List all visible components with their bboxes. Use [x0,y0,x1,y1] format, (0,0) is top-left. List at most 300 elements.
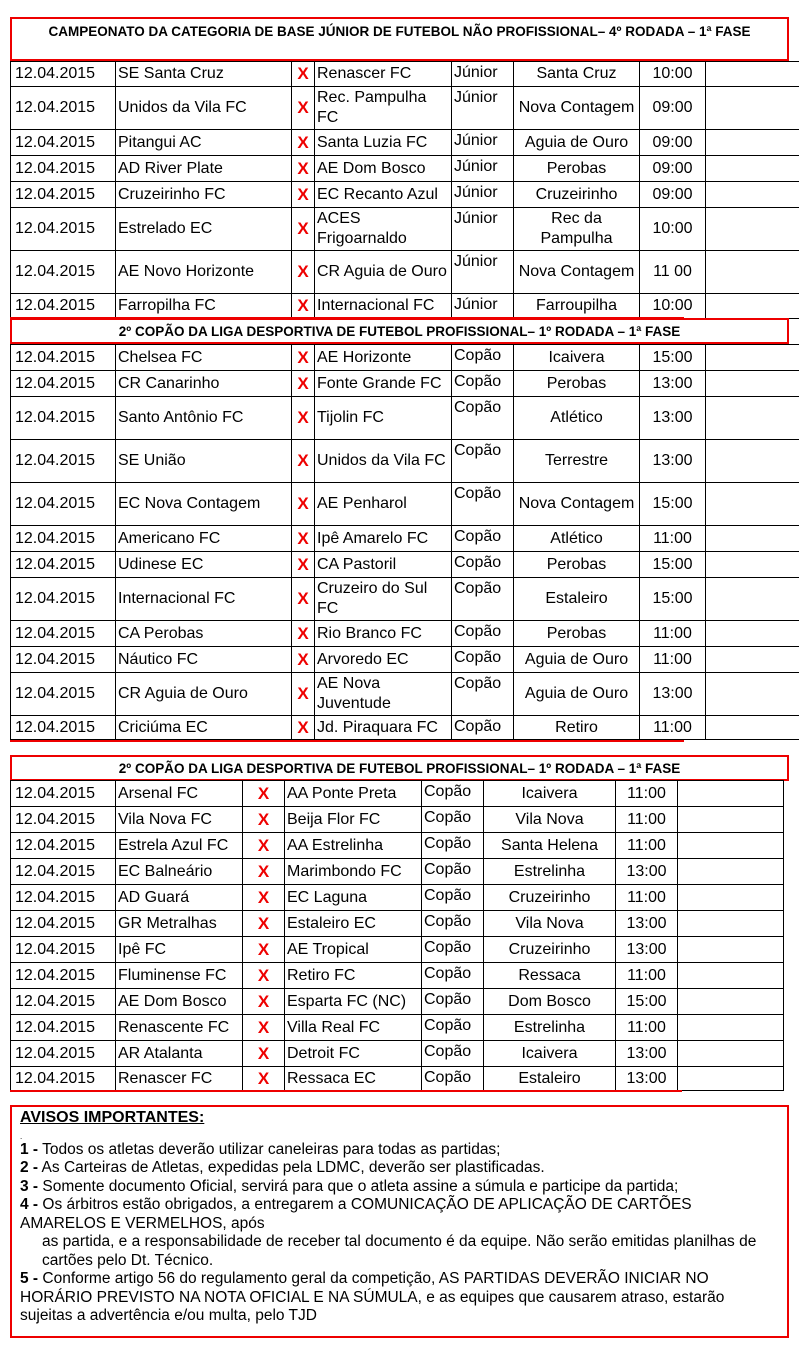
cell-time: 09:00 [640,130,706,156]
notice-item [20,1270,779,1326]
cell-away: Santa Luzia FC [315,130,452,156]
cell-cat: Copão [452,578,514,621]
cell-time: 10:00 [640,62,706,87]
cell-x: X [292,87,315,130]
cell-time: 15:00 [640,578,706,621]
cell-x: X [243,807,285,833]
cell-date: 12.04.2015 [11,345,116,371]
cell-empty [706,345,799,371]
cell-empty [706,87,799,130]
table-row [11,483,799,526]
cell-x: X [292,440,315,483]
cell-empty [706,647,799,673]
cell-loc: Vila Nova [484,807,616,833]
cell-empty [706,621,799,647]
cell-cat: Copão [452,716,514,740]
cell-x: X [243,859,285,885]
section3-title: 2º COPÃO DA LIGA DESPORTIVA DE FUTEBOL PROFISSIONAL– 1º RODADA – 1ª FASE [10,755,789,781]
cell-date: 12.04.2015 [11,647,116,673]
cell-away: Unidos da Vila FC [315,440,452,483]
cell-empty [706,62,799,87]
cell-away: Beija Flor FC [285,807,422,833]
cell-time: 11:00 [616,885,678,911]
notice-item [20,1178,779,1197]
table-row [11,62,799,87]
cell-home: Estrela Azul FC [116,833,243,859]
cell-home: Renascer FC [116,1067,243,1091]
table-row [11,552,799,578]
cell-date: 12.04.2015 [11,552,116,578]
cell-loc: Cruzeirinho [484,937,616,963]
cell-loc: Estaleiro [514,578,640,621]
cell-home: AE Novo Horizonte [116,251,292,294]
cell-x: X [292,130,315,156]
cell-date: 12.04.2015 [11,397,116,440]
cell-away: Ipê Amarelo FC [315,526,452,552]
table-row [11,397,799,440]
cell-cat: Copão [452,673,514,716]
cell-cat: Copão [422,1067,484,1091]
notice-item-number: 1 - [20,1140,39,1158]
section1-title: CAMPEONATO DA CATEGORIA DE BASE JÚNIOR DE FUTEBOL NÃO PROFISSIONAL– 4º RODADA – 1ª FASE [10,17,789,61]
cell-date: 12.04.2015 [11,885,116,911]
table-row [11,1041,784,1067]
cell-x: X [243,1015,285,1041]
cell-x: X [292,62,315,87]
cell-home: Unidos da Vila FC [116,87,292,130]
cell-x: X [292,552,315,578]
cell-cat: Júnior [452,251,514,294]
cell-time: 10:00 [640,208,706,251]
cell-empty [678,937,784,963]
cell-loc: Vila Nova [484,911,616,937]
cell-time: 09:00 [640,156,706,182]
notice-item-number: 5 - [20,1270,39,1287]
notice-item-number: 2 - [20,1159,39,1176]
cell-loc: Perobas [514,621,640,647]
cell-home: AD Guará [116,885,243,911]
table-row [11,156,799,182]
table-row [11,937,784,963]
cell-time: 13:00 [616,937,678,963]
cell-empty [678,989,784,1015]
cell-home: EC Nova Contagem [116,483,292,526]
cell-x: X [243,1041,285,1067]
cell-time: 13:00 [616,859,678,885]
cell-time: 11:00 [640,647,706,673]
cell-empty [706,716,799,740]
table-row [11,911,784,937]
cell-loc: Icaivera [484,781,616,807]
cell-time: 13:00 [640,397,706,440]
cell-date: 12.04.2015 [11,963,116,989]
cell-date: 12.04.2015 [11,673,116,716]
table-row [11,371,799,397]
cell-away: Jd. Piraquara FC [315,716,452,740]
cell-empty [678,963,784,989]
cell-x: X [292,526,315,552]
cell-cat: Copão [452,440,514,483]
cell-cat: Copão [452,526,514,552]
cell-home: Renascente FC [116,1015,243,1041]
cell-date: 12.04.2015 [11,526,116,552]
cell-home: Estrelado EC [116,208,292,251]
cell-empty [706,251,799,294]
cell-cat: Copão [452,552,514,578]
cell-time: 11:00 [616,1015,678,1041]
cell-date: 12.04.2015 [11,911,116,937]
cell-loc: Estrelinha [484,1015,616,1041]
notice-item-number: 4 - [20,1196,39,1213]
cell-time: 11:00 [640,621,706,647]
cell-loc: Rec da Pampulha [514,208,640,251]
notice-dot: . [20,1131,23,1141]
table-row [11,647,799,673]
cell-time: 15:00 [640,483,706,526]
cell-x: X [243,911,285,937]
cell-cat: Copão [422,1015,484,1041]
cell-time: 11:00 [616,833,678,859]
cell-x: X [243,781,285,807]
table-row [11,673,799,716]
cell-date: 12.04.2015 [11,1041,116,1067]
cell-loc: Estrelinha [484,859,616,885]
cell-time: 13:00 [616,1067,678,1091]
cell-away: Estaleiro EC [285,911,422,937]
notice-item-text: Somente documento Oficial, servirá para que o atleta assine a súmula e participe da partida; [38,1177,679,1195]
cell-cat: Copão [422,859,484,885]
cell-home: EC Balneário [116,859,243,885]
section1-table [10,61,799,319]
cell-away: Arvoredo EC [315,647,452,673]
cell-date: 12.04.2015 [11,621,116,647]
cell-away: Esparta FC (NC) [285,989,422,1015]
cell-empty [706,397,799,440]
cell-date: 12.04.2015 [11,294,116,319]
cell-loc: Perobas [514,371,640,397]
cell-home: AD River Plate [116,156,292,182]
cell-empty [706,578,799,621]
cell-cat: Júnior [452,208,514,251]
cell-empty [678,1041,784,1067]
cell-empty [678,859,784,885]
cell-time: 11 00 [640,251,706,294]
cell-loc: Aguia de Ouro [514,130,640,156]
cell-date: 12.04.2015 [11,62,116,87]
cell-loc: Estaleiro [484,1067,616,1091]
cell-empty [706,371,799,397]
cell-away: AE Penharol [315,483,452,526]
section2-table [10,344,799,740]
cell-away: EC Laguna [285,885,422,911]
table-row [11,251,799,294]
cell-x: X [243,937,285,963]
cell-time: 10:00 [640,294,706,319]
table-row [11,716,799,740]
table-row [11,807,784,833]
cell-cat: Copão [422,1041,484,1067]
notice-item [20,1233,779,1270]
cell-loc: Farroupilha [514,294,640,319]
notice-title: AVISOS IMPORTANTES: [20,1109,205,1126]
cell-x: X [292,294,315,319]
cell-x: X [292,208,315,251]
cell-home: Vila Nova FC [116,807,243,833]
notice-item-text: Os árbitros estão obrigados, a entregarem a COMUNICAÇÃO DE APLICAÇÃO DE CARTÕES AMARELOS E VERMELHOS, após [20,1196,692,1232]
cell-cat: Copão [452,345,514,371]
cell-loc: Atlético [514,397,640,440]
cell-date: 12.04.2015 [11,716,116,740]
cell-loc: Cruzeirinho [514,182,640,208]
cell-time: 13:00 [640,371,706,397]
cell-time: 15:00 [616,989,678,1015]
cell-cat: Copão [422,963,484,989]
cell-loc: Atlético [514,526,640,552]
cell-date: 12.04.2015 [11,251,116,294]
cell-time: 15:00 [640,345,706,371]
cell-x: X [292,182,315,208]
cell-loc: Icaivera [484,1041,616,1067]
cell-x: X [292,251,315,294]
cell-loc: Nova Contagem [514,87,640,130]
cell-away: Retiro FC [285,963,422,989]
cell-home: SE União [116,440,292,483]
cell-empty [706,182,799,208]
cell-home: Fluminense FC [116,963,243,989]
cell-away: Tijolin FC [315,397,452,440]
cell-away: Cruzeiro do Sul FC [315,578,452,621]
cell-empty [706,483,799,526]
cell-x: X [292,397,315,440]
cell-cat: Júnior [452,87,514,130]
cell-away: Rio Branco FC [315,621,452,647]
cell-home: Udinese EC [116,552,292,578]
cell-empty [706,156,799,182]
cell-empty [706,552,799,578]
cell-date: 12.04.2015 [11,937,116,963]
cell-date: 12.04.2015 [11,371,116,397]
cell-cat: Júnior [452,294,514,319]
cell-time: 13:00 [640,440,706,483]
cell-home: Farropilha FC [116,294,292,319]
cell-time: 11:00 [616,781,678,807]
cell-away: AE Horizonte [315,345,452,371]
table-row [11,130,799,156]
cell-date: 12.04.2015 [11,483,116,526]
cell-home: Chelsea FC [116,345,292,371]
cell-x: X [292,716,315,740]
cell-home: Cruzeirinho FC [116,182,292,208]
notice-item-text: As Carteiras de Atletas, expedidas pela LDMC, deverão ser plastificadas. [38,1159,545,1176]
cell-loc: Nova Contagem [514,251,640,294]
cell-time: 11:00 [616,963,678,989]
cell-away: EC Recanto Azul [315,182,452,208]
cell-cat: Copão [452,621,514,647]
cell-cat: Copão [422,937,484,963]
table-row [11,345,799,371]
cell-cat: Copão [452,483,514,526]
cell-x: X [292,483,315,526]
table-row [11,833,784,859]
cell-empty [678,781,784,807]
cell-away: CR Aguia de Ouro [315,251,452,294]
notice-item [20,1196,779,1233]
cell-home: CR Canarinho [116,371,292,397]
cell-date: 12.04.2015 [11,156,116,182]
table-row [11,1015,784,1041]
cell-empty [678,1015,784,1041]
cell-loc: Aguia de Ouro [514,673,640,716]
cell-x: X [243,885,285,911]
cell-empty [706,673,799,716]
cell-away: Detroit FC [285,1041,422,1067]
table-row [11,440,799,483]
cell-x: X [292,156,315,182]
cell-away: Internacional FC [315,294,452,319]
cell-away: ACES Frigoarnaldo [315,208,452,251]
cell-loc: Retiro [514,716,640,740]
cell-loc: Dom Bosco [484,989,616,1015]
cell-cat: Copão [452,397,514,440]
section3-bottom-rule [10,1090,682,1092]
notice-item-text: as partida, e a responsabilidade de receber tal documento é da equipe. Não serão emitidas planilhas de cartões pelo Dt. Técnico. [42,1233,757,1269]
table-row [11,578,799,621]
cell-date: 12.04.2015 [11,859,116,885]
cell-x: X [292,371,315,397]
cell-time: 13:00 [616,911,678,937]
cell-empty [706,440,799,483]
cell-home: GR Metralhas [116,911,243,937]
cell-cat: Copão [422,989,484,1015]
cell-home: SE Santa Cruz [116,62,292,87]
cell-cat: Copão [452,371,514,397]
notice-item-text: Conforme artigo 56 do regulamento geral da competição, AS PARTIDAS DEVERÃO INICIAR NO HORÁRIO PREVISTO NA NOTA OFICIAL E NA SÚMULA, e as equipes que causarem atraso, estarão sujeitas a advertência e/ou multa, pelo TJD [20,1270,725,1324]
cell-away: Rec. Pampulha FC [315,87,452,130]
table-row [11,208,799,251]
cell-x: X [292,621,315,647]
cell-date: 12.04.2015 [11,1015,116,1041]
cell-loc: Santa Cruz [514,62,640,87]
cell-empty [678,833,784,859]
cell-date: 12.04.2015 [11,578,116,621]
cell-home: AR Atalanta [116,1041,243,1067]
cell-empty [678,885,784,911]
table-row [11,87,799,130]
table-row [11,885,784,911]
cell-date: 12.04.2015 [11,182,116,208]
section2-title: 2º COPÃO DA LIGA DESPORTIVA DE FUTEBOL PROFISSIONAL– 1º RODADA – 1ª FASE [10,318,789,344]
cell-time: 11:00 [616,807,678,833]
cell-x: X [292,673,315,716]
table-row [11,963,784,989]
table-row [11,989,784,1015]
notice-item [20,1141,779,1160]
cell-away: AA Estrelinha [285,833,422,859]
cell-home: Pitangui AC [116,130,292,156]
cell-date: 12.04.2015 [11,208,116,251]
cell-loc: Santa Helena [484,833,616,859]
cell-time: 13:00 [640,673,706,716]
cell-cat: Copão [422,781,484,807]
cell-away: Marimbondo FC [285,859,422,885]
cell-away: Renascer FC [315,62,452,87]
table-row [11,1067,784,1091]
cell-away: Ressaca EC [285,1067,422,1091]
cell-away: AE Nova Juventude [315,673,452,716]
cell-home: CR Aguia de Ouro [116,673,292,716]
cell-loc: Aguia de Ouro [514,647,640,673]
cell-x: X [243,989,285,1015]
cell-x: X [292,578,315,621]
notice-box [10,1105,789,1338]
cell-date: 12.04.2015 [11,781,116,807]
section2-bottom-rule [10,740,684,742]
table-row [11,859,784,885]
cell-away: Fonte Grande FC [315,371,452,397]
notice-item [20,1159,779,1178]
cell-loc: Perobas [514,156,640,182]
cell-home: Arsenal FC [116,781,243,807]
cell-away: CA Pastoril [315,552,452,578]
cell-empty [678,807,784,833]
cell-x: X [292,345,315,371]
cell-home: Americano FC [116,526,292,552]
cell-home: CA Perobas [116,621,292,647]
cell-loc: Nova Contagem [514,483,640,526]
cell-cat: Copão [452,647,514,673]
cell-time: 09:00 [640,182,706,208]
cell-away: AE Dom Bosco [315,156,452,182]
cell-x: X [243,1067,285,1091]
cell-date: 12.04.2015 [11,989,116,1015]
cell-cat: Júnior [452,130,514,156]
cell-date: 12.04.2015 [11,833,116,859]
cell-home: Criciúma EC [116,716,292,740]
cell-time: 15:00 [640,552,706,578]
table-row [11,182,799,208]
cell-time: 11:00 [640,526,706,552]
cell-date: 12.04.2015 [11,1067,116,1091]
cell-loc: Ressaca [484,963,616,989]
cell-date: 12.04.2015 [11,807,116,833]
cell-x: X [243,963,285,989]
notice-items [20,1141,779,1326]
notice-item-number: 3 - [20,1177,39,1195]
cell-date: 12.04.2015 [11,440,116,483]
cell-date: 12.04.2015 [11,87,116,130]
cell-time: 11:00 [640,716,706,740]
cell-loc: Icaivera [514,345,640,371]
cell-loc: Perobas [514,552,640,578]
cell-empty [706,208,799,251]
cell-cat: Júnior [452,156,514,182]
cell-loc: Cruzeirinho [484,885,616,911]
cell-empty [678,1067,784,1091]
cell-cat: Copão [422,833,484,859]
cell-cat: Copão [422,807,484,833]
cell-cat: Júnior [452,182,514,208]
cell-empty [706,526,799,552]
cell-time: 09:00 [640,87,706,130]
cell-time: 13:00 [616,1041,678,1067]
cell-away: AA Ponte Preta [285,781,422,807]
cell-x: X [292,647,315,673]
cell-home: Náutico FC [116,647,292,673]
cell-cat: Copão [422,911,484,937]
table-row [11,621,799,647]
section3-table [10,780,784,1091]
cell-empty [706,130,799,156]
